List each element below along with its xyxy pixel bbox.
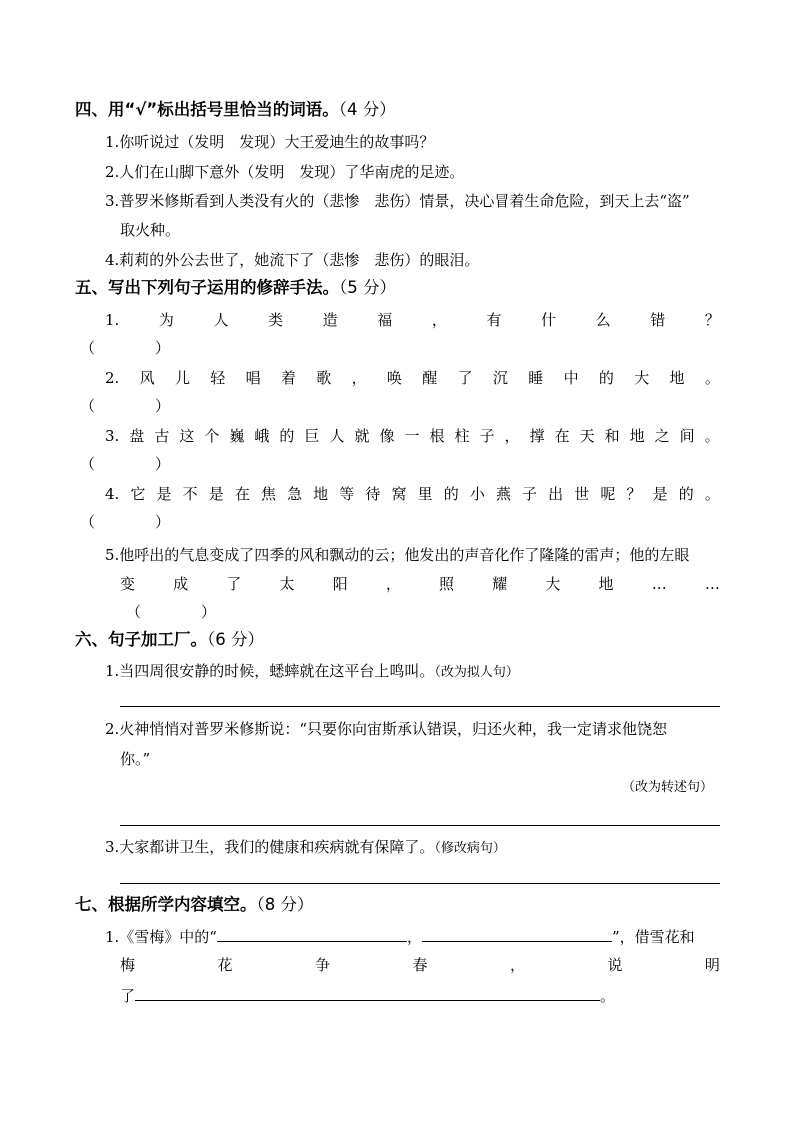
char: 。 [704, 485, 720, 503]
char: 争 [314, 956, 330, 974]
char: 人 [213, 311, 229, 329]
answer-paren-3[interactable]: （ ） [80, 455, 171, 473]
char: 错 [650, 311, 666, 329]
answer-paren-4[interactable]: （ ） [80, 513, 171, 531]
char: 间 [679, 427, 695, 445]
char: 耀 [492, 575, 508, 593]
answer-paren-1[interactable]: （ ） [80, 339, 171, 357]
section5-heading [75, 278, 396, 298]
char: 儿 [174, 369, 190, 387]
char: 中 [563, 369, 579, 387]
char: 造 [322, 311, 338, 329]
char: ？ [626, 485, 642, 503]
section6-item-3-note: （修改病句） [434, 841, 506, 856]
char: 唱 [245, 369, 261, 387]
answer-line-2[interactable] [120, 825, 720, 826]
char: 有 [486, 311, 502, 329]
char: 峨 [254, 427, 270, 445]
section4-points: （4 分） [338, 100, 396, 119]
char: … [704, 575, 720, 593]
fill-blank-3[interactable] [135, 985, 600, 1001]
char: 为 [158, 311, 174, 329]
char: 巨 [304, 427, 320, 445]
char: 根 [429, 427, 445, 445]
comma: ， [406, 928, 422, 946]
section5-item-1 [105, 310, 720, 330]
char: 是 [652, 485, 668, 503]
char: 待 [365, 485, 381, 503]
section7-item-1-line3-start: 了 [120, 987, 136, 1005]
section6-item-3 [105, 837, 506, 859]
char: 里 [417, 485, 433, 503]
section4-item-2: 2.人们在山脚下意外（发明 发现）了华南虎的足迹。 [105, 163, 465, 181]
char: ， [509, 956, 525, 974]
char: 着 [280, 369, 296, 387]
char: 了 [226, 575, 242, 593]
char: 焦 [260, 485, 276, 503]
char: 盘 [129, 427, 145, 445]
char: 窝 [391, 485, 407, 503]
char: 在 [554, 427, 570, 445]
char: 风 [139, 369, 155, 387]
section7-heading [75, 895, 314, 915]
section6-item-1-note: （改为拟人句） [434, 665, 519, 680]
section5-title: 五、写出下列句子运用的修辞手法。 [75, 278, 339, 297]
section6-heading [75, 630, 264, 650]
section6-item-3-text: 3.大家都讲卫生，我们的健康和疾病就有保障了。 [105, 838, 435, 856]
char: 这 [179, 427, 195, 445]
char: 的 [279, 427, 295, 445]
section6-item-1 [105, 661, 519, 683]
char: 地 [598, 575, 614, 593]
char: 小 [469, 485, 485, 503]
char: ， [504, 427, 520, 445]
char: 睡 [528, 369, 544, 387]
fill-blank-2[interactable] [422, 926, 612, 942]
item-number: 4. [105, 485, 120, 503]
section5-item-3 [105, 426, 720, 446]
char: 是 [208, 485, 224, 503]
answer-paren-5[interactable]: （ ） [126, 603, 217, 621]
section7-item-1-end: ”，借雪花和 [612, 928, 695, 946]
item-number: 1. [105, 311, 120, 329]
char: 歌 [316, 369, 332, 387]
section6-item-2-line1: 2.火神悄悄对普罗米修斯说：“只要你向宙斯承认错误，归还火种，我一定请求他饶恕 [105, 720, 667, 738]
char: ， [431, 311, 447, 329]
char: 阳 [332, 575, 348, 593]
char: 在 [234, 485, 250, 503]
section4-item-1: 1.你听说过（发明 发现）大王爱迪生的故事吗？ [105, 133, 435, 151]
char: 地 [313, 485, 329, 503]
char: 天 [579, 427, 595, 445]
section4-item-3-cont: 取火种。 [120, 221, 181, 239]
char: 么 [595, 311, 611, 329]
section5-item-2 [105, 368, 720, 388]
char: 的 [678, 485, 694, 503]
section5-item-5-line1: 5.他呼出的气息变成了四季的风和飘动的云；他发出的声音化作了隆隆的雷声；他的左眼 [105, 546, 690, 564]
char: 巍 [229, 427, 245, 445]
section5-item-4 [105, 484, 720, 504]
section4-item-4: 4.莉莉的外公去世了，她流下了（悲惨 悲伤）的眼泪。 [105, 251, 480, 269]
char: 燕 [495, 485, 511, 503]
item-number: 3. [105, 427, 120, 445]
char: ， [385, 575, 401, 593]
char: ， [351, 369, 367, 387]
section7-item-1-line3 [120, 985, 615, 1006]
section7-item-1-line1 [105, 926, 695, 947]
char: 之 [654, 427, 670, 445]
char: 什 [541, 311, 557, 329]
char: 明 [704, 956, 720, 974]
char: 它 [130, 485, 146, 503]
section5-points: （5 分） [339, 278, 396, 297]
item-number: 2. [105, 369, 120, 387]
char: 人 [329, 427, 345, 445]
section7-item-1-line2 [120, 955, 720, 975]
section4-heading [75, 100, 396, 120]
char: 像 [379, 427, 395, 445]
section7-points: （8 分） [256, 895, 314, 914]
char: 世 [574, 485, 590, 503]
char: 就 [354, 427, 370, 445]
char: 唤 [386, 369, 402, 387]
char: 的 [443, 485, 459, 503]
char: 等 [339, 485, 355, 503]
section6-item-2-line2: 你。” [120, 750, 151, 768]
char: 出 [548, 485, 564, 503]
section4-title: 四、用“√”标出括号里恰当的词语。 [75, 100, 339, 119]
section7-item-1-line3-end: 。 [600, 987, 616, 1005]
char: 古 [154, 427, 170, 445]
answer-line-1[interactable] [120, 706, 720, 707]
char: 柱 [454, 427, 470, 445]
char: 。 [704, 427, 720, 445]
char: 福 [377, 311, 393, 329]
char: 照 [439, 575, 455, 593]
char: 地 [669, 369, 685, 387]
char: 子 [479, 427, 495, 445]
char: … [651, 575, 667, 593]
char: 成 [173, 575, 189, 593]
char: 呢 [600, 485, 616, 503]
char: 醒 [422, 369, 438, 387]
section7-title: 七、根据所学内容填空。 [75, 895, 257, 914]
char: 轻 [210, 369, 226, 387]
char: 春 [412, 956, 428, 974]
char: 撑 [529, 427, 545, 445]
char: 的 [598, 369, 614, 387]
char: 不 [182, 485, 198, 503]
char: 是 [156, 485, 172, 503]
char: 和 [604, 427, 620, 445]
char: 太 [279, 575, 295, 593]
char: 急 [287, 485, 303, 503]
section6-points: （6 分） [207, 630, 264, 649]
char: 大 [545, 575, 561, 593]
char: 沉 [492, 369, 508, 387]
char: ？ [704, 311, 720, 329]
section6-item-2-note: （改为转述句） [622, 780, 714, 795]
char: 变 [120, 575, 136, 593]
char: 梅 [120, 956, 136, 974]
answer-paren-2[interactable]: （ ） [80, 397, 171, 415]
char: 类 [268, 311, 284, 329]
section7-item-1-start: 1.《雪梅》中的“ [105, 928, 217, 946]
char: 一 [404, 427, 420, 445]
section5-item-5-line2 [120, 574, 720, 594]
char: 大 [634, 369, 650, 387]
section6-item-1-text: 1.当四周很安静的时候，蟋蟀就在这平台上鸣叫。 [105, 662, 435, 680]
char: 花 [217, 956, 233, 974]
char: 地 [629, 427, 645, 445]
char: 说 [607, 956, 623, 974]
fill-blank-1[interactable] [217, 926, 407, 942]
answer-line-3[interactable] [120, 883, 720, 884]
char: 。 [704, 369, 720, 387]
section4-item-3: 3.普罗米修斯看到人类没有火的（悲惨 悲伤）情景，决心冒着生命危险，到天上去“盗” [105, 192, 690, 210]
char: 子 [522, 485, 538, 503]
char: 了 [457, 369, 473, 387]
char: 个 [204, 427, 220, 445]
section6-title: 六、句子加工厂。 [75, 630, 207, 649]
